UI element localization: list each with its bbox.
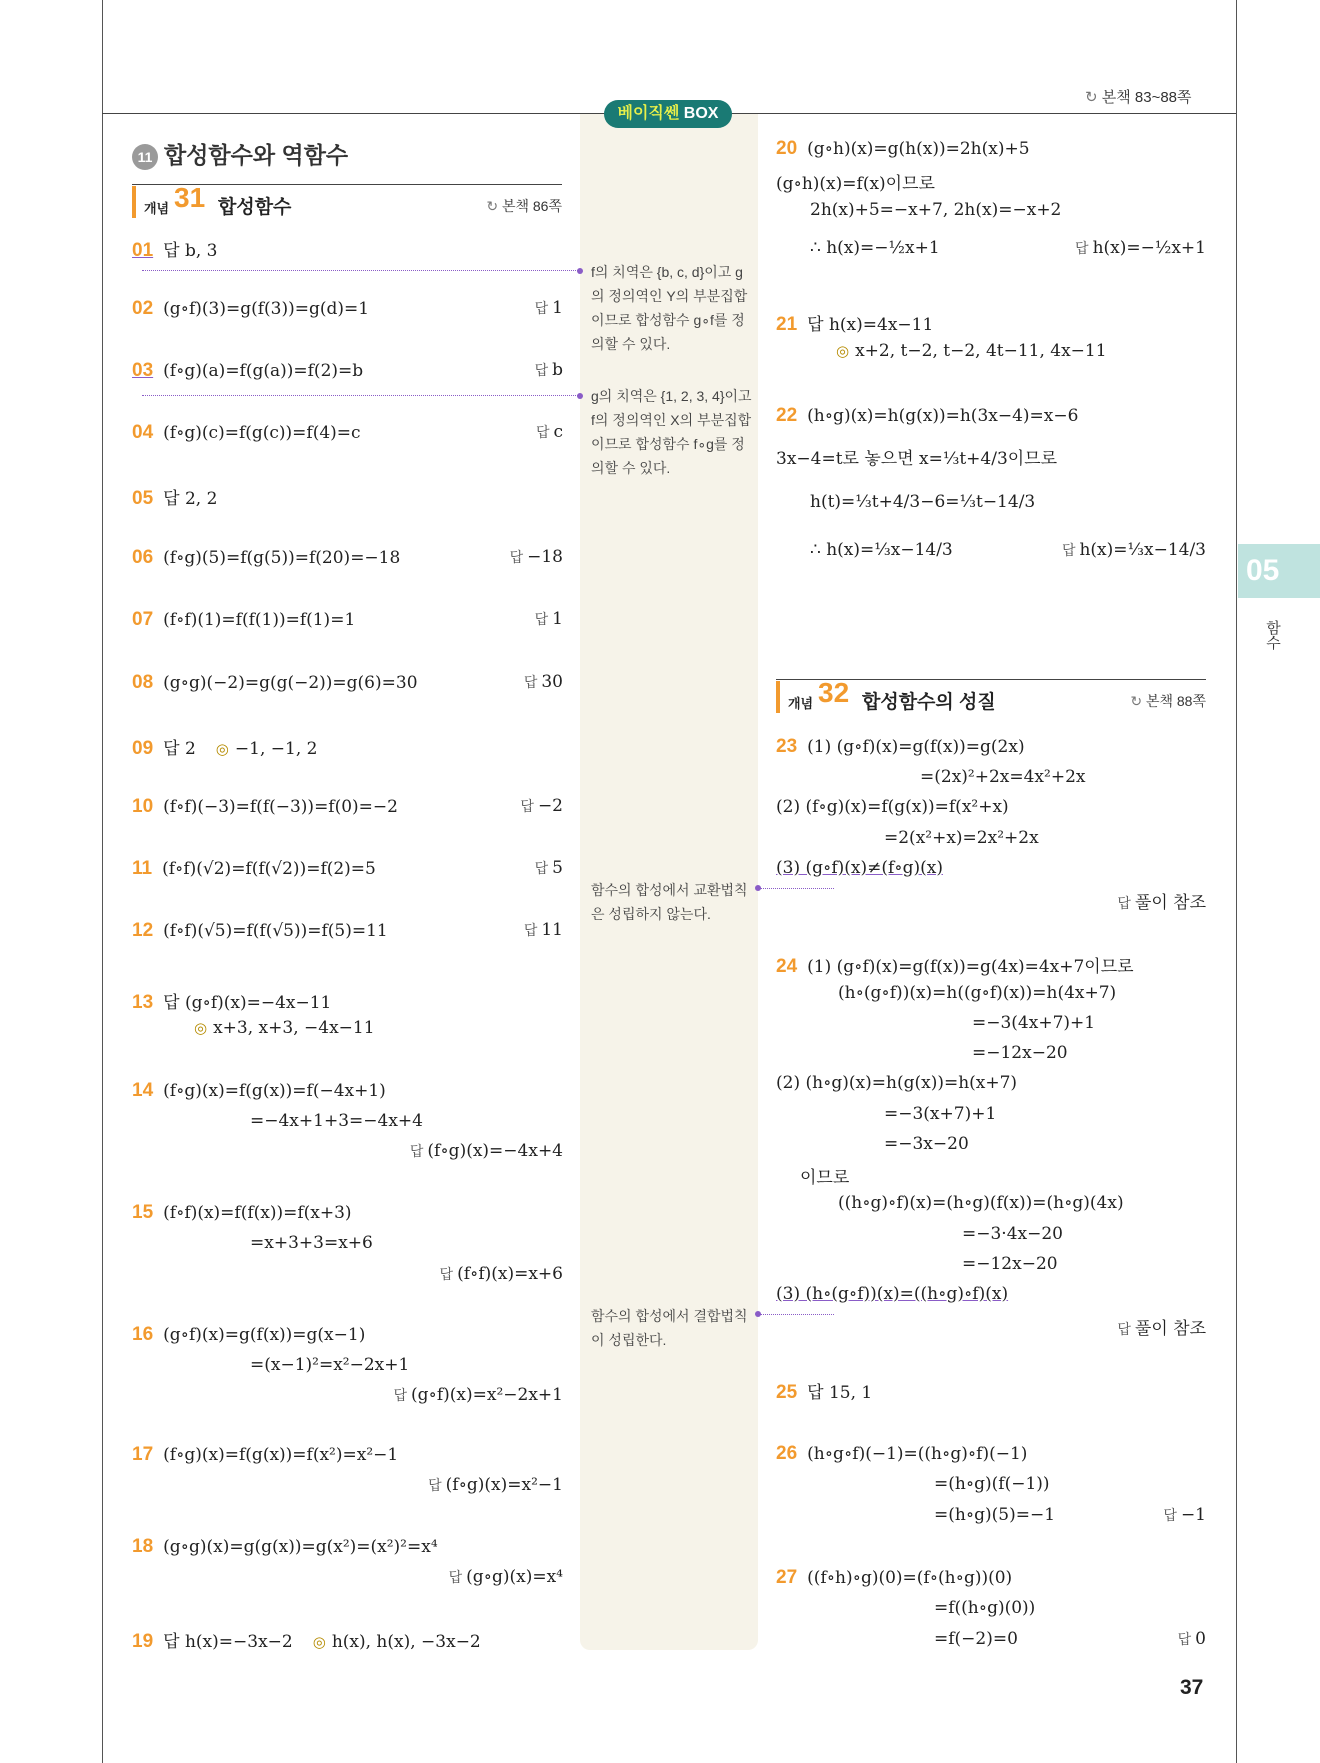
book-ref-icon: ↻ xyxy=(486,198,502,214)
q11-line: 11 (f∘f)(√2)=f(f(√2))=f(2)=5 xyxy=(132,858,376,879)
q24-line2: (h∘(g∘f))(x)=h((g∘f)(x))=h(4x+7) xyxy=(838,983,1117,1003)
q24-line11: =−12x−20 xyxy=(962,1254,1058,1274)
note1-dot xyxy=(577,268,583,274)
q11-answer: 답 5 xyxy=(534,858,563,878)
q26-answer: 답 −1 xyxy=(1163,1505,1206,1525)
target-icon: ◎ xyxy=(194,1019,208,1037)
q24-line3: =−3(4x+7)+1 xyxy=(972,1013,1096,1033)
note1-connector xyxy=(142,270,582,271)
q27-line3: =f(−2)=0 xyxy=(934,1629,1018,1649)
note4-connector xyxy=(760,1314,834,1315)
q24-line9: ((h∘g)∘f)(x)=(h∘g)(f(x))=(h∘g)(4x) xyxy=(838,1193,1124,1213)
book-ref-icon: ↻ xyxy=(1085,89,1102,106)
q25-line1: 25 답 15, 1 xyxy=(776,1382,873,1403)
q03-answer: 답 b xyxy=(534,360,563,380)
target-icon: ◎ xyxy=(836,342,850,360)
note3-connector xyxy=(760,888,834,889)
note2-connector xyxy=(142,395,582,396)
q20-answer: 답 h(x)=−½x+1 xyxy=(1075,238,1206,258)
chapter-title: 11 합성함수와 역함수 xyxy=(132,137,348,170)
side-note-1: f의 치역은 {b, c, d}이고 g의 정의역인 Y의 부분집합이므로 합성함수 g∘f를 정의할 수 있다. xyxy=(591,264,748,352)
note2-dot xyxy=(577,393,583,399)
q13-line1: 13 답 (g∘f)(x)=−4x−11 xyxy=(132,992,332,1013)
q06-line: 06 (f∘g)(5)=f(g(5))=f(20)=−18 xyxy=(132,547,401,568)
q16-line2: =(x−1)²=x²−2x+1 xyxy=(250,1355,410,1375)
q15-answer: 답 (f∘f)(x)=x+6 xyxy=(439,1264,563,1284)
q07-answer: 답 1 xyxy=(534,609,563,629)
q24-line8: 이므로 xyxy=(800,1168,850,1188)
q06-answer: 답 −18 xyxy=(509,547,563,567)
q12-line: 12 (f∘f)(√5)=f(f(√5))=f(5)=11 xyxy=(132,920,388,941)
q24-answer: 답 풀이 참조 xyxy=(1117,1319,1206,1339)
q24-line6: =−3(x+7)+1 xyxy=(884,1104,997,1124)
q15-line2: =x+3+3=x+6 xyxy=(250,1233,373,1253)
q17-line1: 17 (f∘g)(x)=f(g(x))=f(x²)=x²−1 xyxy=(132,1444,399,1465)
q26-line1: 26 (h∘g∘f)(−1)=((h∘g)∘f)(−1) xyxy=(776,1443,1028,1464)
side-note-2: g의 치역은 {1, 2, 3, 4}이고 f의 정의역인 X의 부분집합이므로 합성함수 f∘g를 정의할 수 있다. xyxy=(591,388,752,476)
q22-line3: h(t)=⅓t+4/3−6=⅓t−14/3 xyxy=(810,492,1036,512)
q17-answer: 답 (f∘g)(x)=x²−1 xyxy=(428,1475,563,1495)
q24-line4: =−12x−20 xyxy=(972,1043,1068,1063)
chapter-tab[interactable]: 05 xyxy=(1238,544,1320,598)
q21-line2: ◎ x+2, t−2, t−2, 4t−11, 4x−11 xyxy=(836,341,1107,361)
q23-line4: =2(x²+x)=2x²+2x xyxy=(884,828,1039,848)
q14-line2: =−4x+1+3=−4x+4 xyxy=(250,1111,423,1131)
left-margin-line xyxy=(102,0,103,1763)
q23-line1: 23 (1) (g∘f)(x)=g(f(x))=g(2x) xyxy=(776,736,1025,757)
q18-answer: 답 (g∘g)(x)=x⁴ xyxy=(448,1567,563,1587)
target-icon: ◎ xyxy=(215,740,229,758)
q22-answer: 답 h(x)=⅓x−14/3 xyxy=(1061,540,1206,560)
right-margin-line xyxy=(1236,0,1237,1763)
q23-line5: (3) (g∘f)(x)≠(f∘g)(x) xyxy=(776,858,943,878)
q10-line: 10 (f∘f)(−3)=f(f(−3))=f(0)=−2 xyxy=(132,796,398,817)
header-ref: ↻ 본책 83~88쪽 xyxy=(1085,89,1192,106)
chapter-tab-label: 함수 xyxy=(1264,620,1281,650)
side-note-4: 함수의 합성에서 결합법칙이 성립한다. xyxy=(591,1308,748,1348)
q26-line2: =(h∘g)(f(−1)) xyxy=(934,1474,1050,1494)
q27-line2: =f((h∘g)(0)) xyxy=(934,1598,1036,1618)
q16-line1: 16 (g∘f)(x)=g(f(x))=g(x−1) xyxy=(132,1324,366,1345)
q04-answer: 답 c xyxy=(535,422,563,442)
chapter-number-badge: 11 xyxy=(132,144,158,170)
q20-line2: (g∘h)(x)=f(x)이므로 xyxy=(776,174,935,194)
q22-line2: 3x−4=t로 놓으면 x=⅓t+4/3이므로 xyxy=(776,449,1058,469)
basic-box-badge: 베이직쎈 BOX xyxy=(604,100,732,128)
q22-line4: ∴ h(x)=⅓x−14/3 xyxy=(810,540,953,560)
side-note-3: 함수의 합성에서 교환법칙은 성립하지 않는다. xyxy=(591,882,748,922)
q14-answer: 답 (f∘g)(x)=−4x+4 xyxy=(409,1141,563,1161)
book-ref-icon: ↻ xyxy=(1130,693,1146,709)
page-number: 37 xyxy=(1180,1676,1204,1699)
q16-answer: 답 (g∘f)(x)=x²−2x+1 xyxy=(393,1385,563,1405)
concept32-header: 개념 32 합성함수의 성질 ↻ 본책 88쪽 xyxy=(776,681,1206,713)
q26-line3: =(h∘g)(5)=−1 xyxy=(934,1505,1056,1525)
q23-line3: (2) (f∘g)(x)=f(g(x))=f(x²+x) xyxy=(776,797,1009,817)
q20-line4: ∴ h(x)=−½x+1 xyxy=(810,238,940,258)
q12-answer: 답 11 xyxy=(523,920,563,940)
q22-line1: 22 (h∘g)(x)=h(g(x))=h(3x−4)=x−6 xyxy=(776,405,1079,426)
concept31-header: 개념 31 합성함수 ↻ 본책 86쪽 xyxy=(132,186,562,218)
q03-line: 03 (f∘g)(a)=f(g(a))=f(2)=b xyxy=(132,360,364,381)
q18-line1: 18 (g∘g)(x)=g(g(x))=g(x²)=(x²)²=x⁴ xyxy=(132,1536,438,1557)
q24-line12: (3) (h∘(g∘f))(x)=((h∘g)∘f)(x) xyxy=(776,1284,1009,1304)
q01-line: 01 답 b, 3 xyxy=(132,240,218,261)
q23-answer: 답 풀이 참조 xyxy=(1117,893,1206,913)
q15-line1: 15 (f∘f)(x)=f(f(x))=f(x+3) xyxy=(132,1202,352,1223)
q19-line1: 19 답 h(x)=−3x−2 ◎ h(x), h(x), −3x−2 xyxy=(132,1631,481,1652)
q20-line3: 2h(x)+5=−x+7, 2h(x)=−x+2 xyxy=(810,200,1062,220)
q20-line1: 20 (g∘h)(x)=g(h(x))=2h(x)+5 xyxy=(776,138,1030,159)
q24-line10: =−3·4x−20 xyxy=(962,1224,1063,1244)
q24-line5: (2) (h∘g)(x)=h(g(x))=h(x+7) xyxy=(776,1073,1018,1093)
q14-line1: 14 (f∘g)(x)=f(g(x))=f(−4x+1) xyxy=(132,1080,386,1101)
q13-line2: ◎ x+3, x+3, −4x−11 xyxy=(194,1018,375,1038)
q08-line: 08 (g∘g)(−2)=g(g(−2))=g(6)=30 xyxy=(132,672,418,693)
q10-answer: 답 −2 xyxy=(520,796,563,816)
q08-answer: 답 30 xyxy=(523,672,563,692)
q24-line1: 24 (1) (g∘f)(x)=g(f(x))=g(4x)=4x+7이므로 xyxy=(776,956,1134,977)
target-icon: ◎ xyxy=(312,1633,326,1651)
q21-line1: 21 답 h(x)=4x−11 xyxy=(776,314,934,335)
q02-line: 02 (g∘f)(3)=g(f(3))=g(d)=1 xyxy=(132,298,370,319)
q27-line1: 27 ((f∘h)∘g)(0)=(f∘(h∘g))(0) xyxy=(776,1567,1013,1588)
q04-line: 04 (f∘g)(c)=f(g(c))=f(4)=c xyxy=(132,422,361,443)
q09-line: 09 답 2 ◎ −1, −1, 2 xyxy=(132,738,318,759)
q23-line2: =(2x)²+2x=4x²+2x xyxy=(920,767,1086,787)
q02-answer: 답 1 xyxy=(534,298,563,318)
q27-answer: 답 0 xyxy=(1177,1629,1206,1649)
q24-line7: =−3x−20 xyxy=(884,1134,969,1154)
q05-line: 05 답 2, 2 xyxy=(132,488,218,509)
q07-line: 07 (f∘f)(1)=f(f(1))=f(1)=1 xyxy=(132,609,356,630)
